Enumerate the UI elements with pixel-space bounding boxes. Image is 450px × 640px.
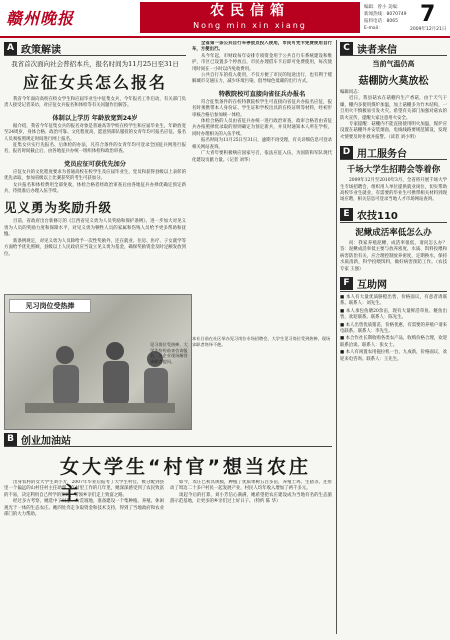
classified-item: ■ 本人出售优质猪苗，价格优惠，有需要的养殖户请来电联系。联系人：李先生。 [340,322,447,334]
photo-caption: 本社日前在社区举办见习岗位专场招聘会，大学生见习岗位受到热捧，现场求职者络绎不绝。 [192,336,331,347]
article-paragraph: 出身农村的女大学生刘小芳，2007年毕业后报考了大学生村官，被分配到县里一个偏远的山村任村主任助理。在村里工作的几年里，她深深感受到了农民致富的不易，决定利用自己所学的知识，带领乡亲们走上致富之路。 [4,480,164,498]
article-paragraph: 从今年起，市财政每年安排专项资金用于公共自行车系统建设和维护，市区已设置多个停放点，市民办理借车卡后即可免费使用，每次使用时间在一小时以内免收费用。 [192,53,332,72]
article-lead: 我省今年面向高校在校女学生和应届毕业生中征集女兵，今年报名工作启动，有关部门负责人接受记者采访，对应征女兵报名和体检等有关问题作出解答。 [4,97,186,109]
section-letter-a: A [4,42,17,55]
article-paragraph: 据介绍，我省今年征集女兵的报名对象是普通高等学校在校学生和应届毕业生，年龄放宽至24周岁，身体合格、政治可靠、文化程度高，愿意到部队服役的女青年均可报名应征。报名人员须按照规定时间进行网上报名。 [4,123,186,142]
section-letter-e: E [340,208,353,221]
classified-item: ■ 本人有大量优质脐橙出售，价格面议，有意者请联系。联系人：刘先生。 [340,294,447,307]
section-header-f [340,277,447,292]
letter-headline: 菇棚防火莫放松 [358,76,429,87]
letter-paragraph: 专家提醒：菇棚内不能直接使用明火加温，煤炉应设置在菇棚外并安装烟囱，电线线路要规范铺设，发现火情要及时扑救并报警。（读者 刘小明） [340,122,447,140]
story-column-left [4,480,164,634]
photo-title: 见习岗位受热捧 [9,299,91,313]
section-title-policy: 政策解读 [21,44,61,56]
article-headline: 女大学生“村官”想当农庄主 [60,456,311,505]
section-header-b [4,432,332,447]
article-kicker: 全省第一条公共自行车停放点投入使用，市民可凭卡免费使用自行车，方便出行。 [192,41,332,53]
section-header-c [340,41,447,56]
article-paragraph: 应征女兵的文化程度要求为普通高校在校学生及应届毕业生，党员和获得县级以上表彰的优先录取，参加省级以上比赛获奖的考生可获加分。 [4,169,186,182]
section-title-agritech: 农技110 [357,211,398,223]
article-paragraph: 谈起今后的打算，刘小芳信心满满，她希望把农庄建设成为当地有名的生态旅游示范基地，让更多的乡亲们过上好日子。（特约 陈 华） [170,492,332,505]
email-line: E-mail： [364,26,383,31]
section-letter-c: C [340,42,353,55]
article-headline: 应征女兵怎么报名 [22,73,167,92]
article-subhead: 特教院校可直接向省征兵办报名 [218,90,306,98]
section-header-b-wrap [4,432,332,452]
section-letter-d: D [340,146,353,159]
hotline-line: 新闻热线：8070749 [364,12,407,17]
article-paragraph: 女兵报名和体检费用全部免收，体检合格者经政治审查后由各地征兵办择优确定预定新兵，待批准后办理入伍手续。 [4,182,186,195]
section-name: 农民信箱 [210,3,290,19]
masthead [0,0,450,38]
article-subhead: 体制以上学历 年龄放宽到24岁 [52,114,138,122]
article-subhead: 党员应征可获优先加分 [64,160,126,168]
section-name-pinyin: Nong min xin xiang [193,21,307,30]
article-paragraph: 报名时间为11月25日至31日，逾期不再受理，有关详细信息可登录相关网站查询。 [192,138,332,150]
article-paragraph: 征集女兵实行先报名、后体检的办法，凡符合条件的女青年均可登录全国征兵网进行报名，报名时间截止后，由各地征兵办统一组织体检和政治审查。 [4,143,186,155]
section-title-jobs: 用工服务台 [357,148,407,160]
section-title-letters: 读者来信 [357,44,397,56]
article-paragraph: 公共自行车的投入使用，不仅方便了市民的短途出行，也有利于缓解城市交通压力，减少环境污染，倡导绿色低碳的出行方式。 [192,73,332,85]
story-column-right [170,480,332,634]
issue-date: 2009年12月21日 [410,27,447,32]
section-letter-f: F [340,277,353,290]
section-letter-b: B [4,433,17,446]
article-headline: 见义勇为奖励升级 [4,200,113,216]
editor-info [364,4,407,32]
photo-side-caption: 见习岗位受热捧，大学生纷纷前来咨询报名，各企业现场解答求职者提问。 [150,342,188,364]
article-paragraph: 体检合格的人员由省征兵办统一进行政治审查，政审合格者由省征兵办按照择优录取的原则确定为预定新兵，并及时通知本人所在学校，同时办理相关的入伍手续。 [192,119,332,137]
article-paragraph: 目前，省政府出台新修订的《江西省见义勇为人员奖励和保护条例》，进一步加大对见义勇为人员的奖励力度和保障水平，对见义勇为牺牲人员的家属和伤残人员给予更多帮助和抚恤。 [4,219,186,238]
classified-item: ■ 本合作社长期收购各类农产品，收购价格合理，欢迎联系洽谈。联系人：张女士。 [340,336,447,348]
letter-salutation: 编辑同志： [340,90,362,95]
letter-subtitle: 当前气温仍高 [372,60,415,68]
article-kicker: 我省首次面向社会普招本兵，报名时间为11月25日至31日 [11,60,179,68]
section-title-startup: 创业加油站 [21,435,71,447]
article-paragraph: 符合征集条件的在校特教院校学生可直接向省征兵办报名应征，报名时须携带本人身份证、学生证和学校出具的在校证明等材料，经初步审核合格后参加统一体检。 [192,99,332,118]
section-title-mutual-aid: 互助网 [357,280,387,292]
classified-item: ■ 本人承包鱼塘20余亩，现有大量鲜活草鱼、鲢鱼出售，欢迎联系。联系人：陈先生。 [340,308,447,321]
editor-line: 编辑：曾小 美编： [364,5,402,10]
classified-list [340,295,447,363]
right-column [340,41,447,637]
jobs-headline: 千场大学生招聘会等着你 [346,165,441,176]
classified-item: ■ 本人有闲置农用拖拉机一台，九成新，价格面议，欢迎来电咨询。联系人：王先生。 [340,350,447,362]
news-column [192,41,332,331]
section-header-a [4,41,186,56]
tip-phone-line: 报料电话：8065 [364,19,398,24]
page-number: 7 [420,2,436,27]
policy-column [4,41,186,291]
section-header-d [340,145,447,160]
newspaper-logo: 赣州晚报 [6,9,75,28]
letter-paragraph: 近日，我县菇农在菇棚内生产香菇，由于天气干燥，棚内多使用煤炉加温，加上菇棚多为竹木结构，一旦用火不慎极易引发火灾。希望有关部门加强对菇农的防火宣传，提醒大家注意用火安全。 [340,96,447,121]
article-paragraph: 广大青年要积极响应国家号召，依法应征入伍，为国防和军队现代化建设贡献力量。（记者 刘华） [192,151,332,163]
column-divider [336,40,337,634]
article-paragraph: 如今，农庄已初具规模，种植了优质果树五百多亩，养殖土鸡、生猪等，还带动了周边二十多户村民一起发展产业，村民人均年收入增加了两千多元。 [170,480,332,492]
agritech-headline: 泥鳅成活率低怎么办 [355,227,432,238]
section-band [140,2,360,33]
article-paragraph: 新条例规定，对见义勇为人员除给予一次性奖励外，还在就业、住房、医疗、子女就学等方面给予优先照顾，县级以上人民政府应当设立见义勇为基金，确保奖励资金及时足额发放到位。 [4,238,186,257]
agritech-paragraph: 问：我家养殖泥鳅，成活率很低，请问怎么办？答：泥鳅成活率低主要与放养密度、水质、饵料投喂和病害防治有关，应合理控制放养密度，定期换水，保持水质清新，科学投喂饵料，做好病害预防工作。（农技专家 王强） [340,240,447,272]
article-paragraph: 经过多方考察，她选中了村里一片荒坡地，准备建设一个集种植、养殖、休闲观光于一体的生态农庄。她四处奔走争取资金和技术支持，得到了当地政府和农业部门的大力帮助。 [4,499,164,518]
section-header-e [340,208,447,223]
jobs-paragraph: 2009年12月至2010年3月，全省将开展千场大学生专场招聘会，组织用人单位提供就业岗位，切实帮助高校毕业生就业，有需要的毕业生可携带相关材料到现场应聘，相关信息可登录当地人才市场网站查询。 [340,178,447,203]
